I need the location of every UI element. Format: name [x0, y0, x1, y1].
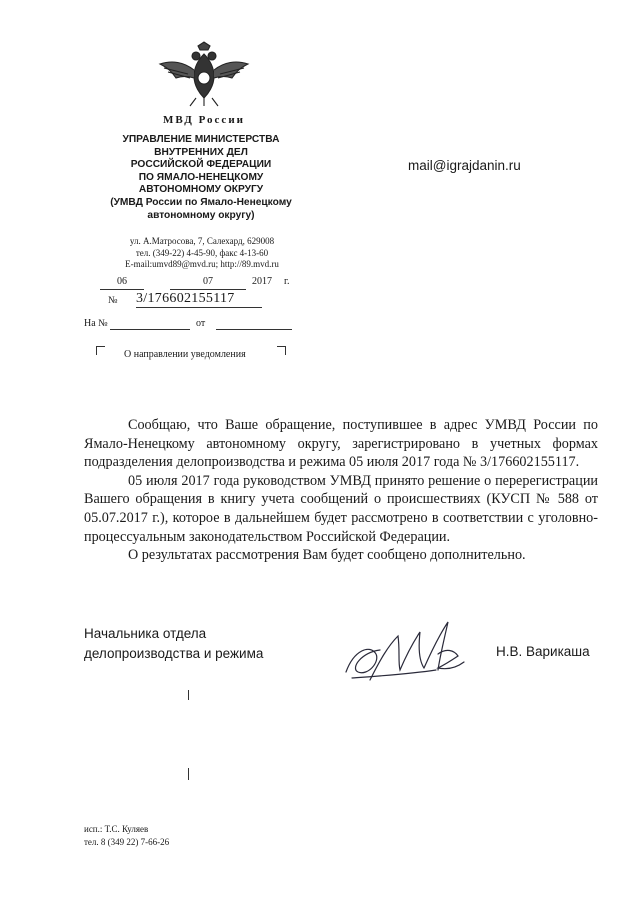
address-line: ул. А.Матросова, 7, Салехард, 629008 — [129, 236, 275, 246]
executor-info — [84, 823, 169, 849]
body-paragraph: 05 июля 2017 года руководством УМВД принято решение о перерегистрации Вашего обращения в книгу учета сообщений о происшествиях (КУСП № 588 от 05.07.2017 г.), которое в дальнейшем будет рассмотрено в соответствии с уголовно-процессуальным законодательством Российской Федерации. — [84, 472, 598, 545]
position-line: делопроизводства и режима — [84, 646, 264, 661]
reply-date-blank — [216, 329, 292, 330]
org-full-name — [92, 134, 310, 222]
date-year: 2017 — [252, 276, 272, 287]
letter-subject — [96, 346, 286, 364]
address-line: тел. (349-22) 4-45-90, факс 4-13-60 — [135, 247, 269, 258]
org-short-name: МВД России — [162, 114, 245, 126]
scan-mark — [188, 768, 189, 780]
double-headed-eagle-emblem — [158, 40, 250, 108]
org-line: УПРАВЛЕНИЕ МИНИСТЕРСТВА — [122, 134, 280, 145]
address-line: E-mail:umvd89@mvd.ru; http://89.mvd.ru — [125, 259, 279, 269]
reply-reference — [84, 318, 304, 334]
org-line: АВТОНОМНОМУ ОКРУГУ — [138, 184, 264, 196]
org-line: автономному округу) — [147, 209, 255, 221]
org-line: ПО ЯМАЛО-НЕНЕЦКОМУ — [138, 171, 264, 183]
signatory-name: Н.В. Варикаша — [496, 644, 590, 659]
reg-number-value: 3/176602155117 — [136, 291, 262, 308]
reply-number-blank — [110, 329, 190, 330]
org-line: (УМВД России по Ямало-Ненецкому — [110, 196, 292, 208]
org-line: РОССИЙСКОЙ ФЕДЕРАЦИИ — [130, 159, 272, 171]
reg-number-label: № — [108, 295, 118, 306]
handwritten-signature — [340, 610, 470, 690]
signatory-position — [84, 624, 263, 664]
position-line: Начальника отдела — [84, 626, 207, 641]
date-month: 07 — [170, 276, 246, 290]
org-address — [96, 236, 308, 271]
registration-number — [108, 291, 268, 309]
reply-number-label: На № — [84, 318, 108, 329]
subject-bracket-right — [277, 346, 286, 355]
scan-mark — [188, 690, 189, 700]
recipient-email: mail@igrajdanin.ru — [408, 158, 521, 173]
executor-phone: тел. 8 (349 22) 7-66-26 — [84, 837, 170, 847]
subject-bracket-left — [96, 346, 105, 355]
reply-date-label: от — [196, 318, 206, 329]
letter-body — [84, 416, 598, 565]
body-paragraph: Сообщаю, что Ваше обращение, поступившее в адрес УМВД России по Ямало-Ненецкому автономному округу, зарегистрировано в учетных формах подразделения делопроизводства и режима 05 июля 2017 года № 3/176602155117. — [84, 417, 598, 471]
executor-name: исп.: Т.С. Куляев — [84, 824, 149, 834]
org-line: ВНУТРЕННИХ ДЕЛ — [154, 146, 248, 158]
subject-text: О направлении уведомления — [124, 349, 246, 360]
date-year-suffix: г. — [284, 276, 290, 287]
body-paragraph: О результатах рассмотрения Вам будет сообщено дополнительно. — [128, 547, 526, 564]
date-day: 06 — [100, 276, 144, 290]
letter-date — [100, 276, 300, 292]
